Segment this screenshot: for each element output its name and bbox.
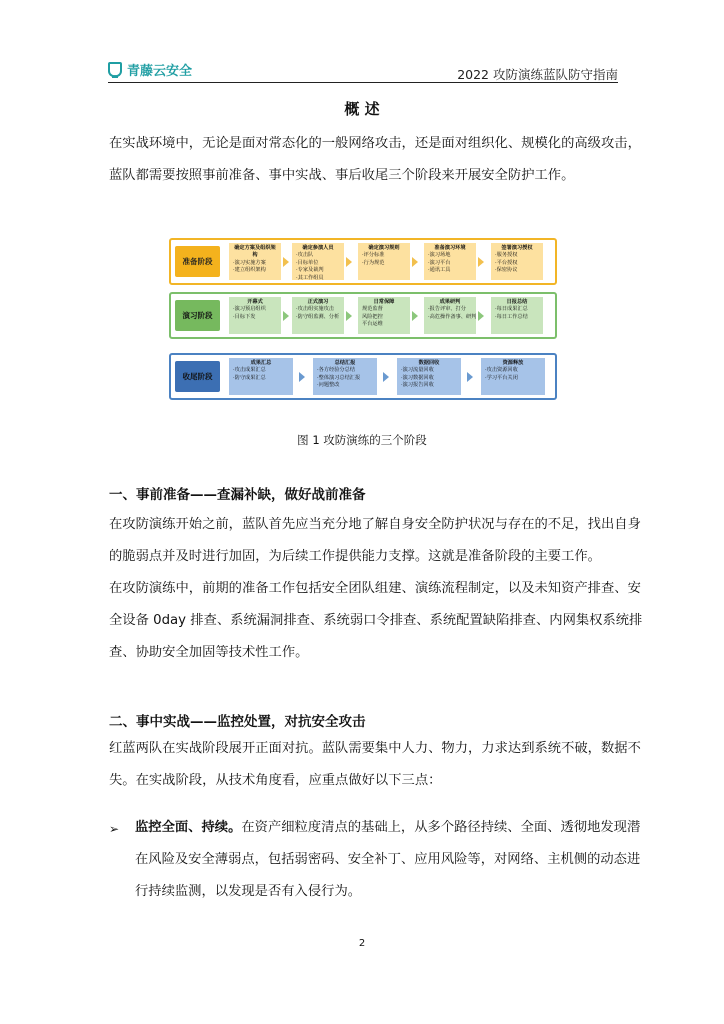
text-line: 在实战环境中，无论是面对常态化的一般网络攻击，还是面对组织化、规模化的高级攻击，: [109, 136, 641, 151]
step-item: ·整体演习总结汇报: [317, 374, 361, 381]
step-item: ·防守组监测、分析: [296, 313, 340, 320]
step-item: ·演习流量回收: [401, 367, 434, 374]
text-line: 失。在实战阶段，从技术角度看，应重点做好以下三点：: [109, 773, 442, 788]
step-item: ·保密协议: [495, 267, 518, 274]
paragraph: [109, 733, 641, 797]
bullet-arrow-icon: ➢: [109, 822, 120, 836]
step-item: ·每日工作总结: [495, 313, 528, 320]
step-item: ·演习实施方案: [233, 259, 266, 266]
step-item: ·目标下发: [233, 313, 256, 320]
arrow-right-icon: [346, 257, 352, 267]
text-line: 在攻防演练中，前期的准备工作包括安全团队组建、演练流程制定，以及未知资产排查、安: [109, 581, 641, 596]
arrow-right-icon: [412, 257, 418, 267]
step-item: ·服务授权: [495, 252, 518, 259]
section-title: 概 述: [344, 100, 380, 118]
text-line: 在攻防演练开始之前，蓝队首先应当充分地了解自身安全防护状况与存在的不足，找出自身: [109, 517, 641, 532]
bullet-paragraph: [135, 812, 641, 908]
step-title: 成果研判: [439, 299, 461, 305]
step-title: 开幕式: [247, 299, 263, 305]
step-item: ·演习预启组织: [233, 306, 266, 313]
step-item: ·高危操作备事、研判: [428, 313, 477, 320]
step-box: [424, 297, 476, 334]
shield-logo-icon: [108, 62, 122, 78]
stage-label: 收尾阶段: [175, 361, 220, 392]
paragraph: [109, 509, 643, 669]
figure-caption: 图 1 攻防演练的三个阶段: [297, 433, 427, 447]
step-box: [491, 297, 543, 334]
step-title: 数据回收: [418, 360, 440, 366]
brand-name: 青藤云安全: [127, 64, 193, 79]
step-box: [491, 243, 543, 280]
page-header: [108, 58, 618, 83]
step-item: ·其工作组员: [296, 274, 324, 281]
stage-label: 演习阶段: [175, 300, 220, 331]
section-heading-preparation: 一、事前准备——查漏补缺，做好战前准备: [109, 487, 366, 503]
step-item: ·演习数据回收: [401, 374, 434, 381]
step-item: ·防守成果汇总: [233, 374, 266, 381]
page-number: 2: [358, 938, 366, 949]
step-item: ·平台授权: [495, 259, 518, 266]
arrow-right-icon: [467, 372, 473, 382]
step-title: 签署演习授权: [501, 245, 533, 251]
stage-row: [169, 238, 557, 285]
text-line: 行持续监测，以发现是否有入侵行为。: [135, 884, 362, 899]
stage-row: [169, 292, 557, 339]
step-item: ·目标单位: [296, 259, 319, 266]
step-item: ·报告评审、打分: [428, 306, 466, 313]
brand-logo: [108, 60, 192, 79]
stage-label: 准备阶段: [175, 246, 220, 277]
step-item: ·攻击组实施攻击: [296, 306, 334, 313]
step-item: ·专家及裁判: [296, 267, 324, 274]
step-box: [292, 243, 344, 280]
text-line: 全设备 0day 排查、系统漏洞排查、系统弱口令排查、系统配置缺陷排查、内网集权系统排: [109, 613, 643, 628]
text-line: [135, 812, 641, 844]
step-title: 资源释放: [502, 360, 524, 366]
step-title: 正式演习: [307, 299, 329, 305]
step-item: ·演习报告回收: [401, 382, 434, 389]
step-item: ·建立组织架构: [233, 267, 266, 274]
step-title: 准备演习环境: [434, 245, 466, 251]
step-title: 确定参演人员: [302, 245, 334, 251]
step-item: ·行为规范: [362, 259, 385, 266]
step-item: ·学习平台关闭: [485, 374, 518, 381]
arrow-right-icon: [478, 311, 484, 321]
step-title: 确定方案及组织架构: [234, 245, 276, 259]
arrow-right-icon: [478, 257, 484, 267]
text-line: 的脆弱点并及时进行加固，为后续工作提供能力支撑。这就是准备阶段的主要工作。: [109, 549, 601, 564]
step-item: ·攻击队: [296, 252, 314, 259]
step-item: ·问题整改: [317, 382, 340, 389]
text-line: 红蓝两队在实战阶段展开正面对抗。蓝队需要集中人力、物力，力求达到系统不破，数据不: [109, 741, 641, 756]
step-box: [481, 358, 545, 395]
text-line: 在风险及安全薄弱点，包括弱密码、安全补丁、应用风险等，对网络、主机侧的动态进: [135, 852, 641, 867]
arrow-right-icon: [283, 257, 289, 267]
step-box: [424, 243, 476, 280]
bullet-text: 在资产细粒度清点的基础上，从多个路径持续、全面、透彻地发现潜: [241, 820, 641, 835]
step-title: 确定演习规则: [368, 245, 400, 251]
step-box: [358, 243, 410, 280]
step-box: [313, 358, 377, 395]
step-item: ·每日成果汇总: [495, 306, 528, 313]
document-title: 2022 攻防演练蓝队防守指南: [457, 67, 618, 82]
bullet-lead: 监控全面、持续。: [135, 820, 242, 835]
step-title: 成果汇总: [250, 360, 272, 366]
step-item: ·评分标准: [362, 252, 385, 259]
arrow-right-icon: [346, 311, 352, 321]
step-box: [292, 297, 344, 334]
step-box: [397, 358, 461, 395]
step-item: ·攻击资源回收: [485, 367, 518, 374]
step-item: ·演习场地: [428, 252, 451, 259]
step-item: ·通讯工具: [428, 267, 451, 274]
arrow-right-icon: [299, 372, 305, 382]
step-box: [229, 297, 281, 334]
step-box: [229, 243, 281, 280]
step-item: 风险把控: [362, 313, 383, 320]
step-item: 平台运维: [362, 321, 383, 328]
section-heading-combat: 二、事中实战——监控处置，对抗安全攻击: [109, 714, 366, 730]
step-item: ·演习平台: [428, 259, 451, 266]
step-box: [229, 358, 293, 395]
step-item: ·攻击成果汇总: [233, 367, 266, 374]
step-title: 总结汇报: [334, 360, 356, 366]
text-line: 蓝队都需要按照事前准备、事中实战、事后收尾三个阶段来开展安全防护工作。: [109, 168, 575, 183]
step-box: [358, 297, 410, 334]
step-item: 规范监督: [362, 306, 383, 313]
three-stage-diagram: [169, 230, 559, 390]
arrow-right-icon: [283, 311, 289, 321]
stage-row: [169, 353, 557, 400]
step-item: ·各方经验分总结: [317, 367, 355, 374]
step-title: 日报总结: [506, 299, 528, 305]
intro-paragraph: [109, 128, 641, 192]
arrow-right-icon: [383, 372, 389, 382]
step-title: 日常保障: [373, 299, 395, 305]
text-line: 查、协助安全加固等技术性工作。: [109, 645, 309, 660]
arrow-right-icon: [412, 311, 418, 321]
